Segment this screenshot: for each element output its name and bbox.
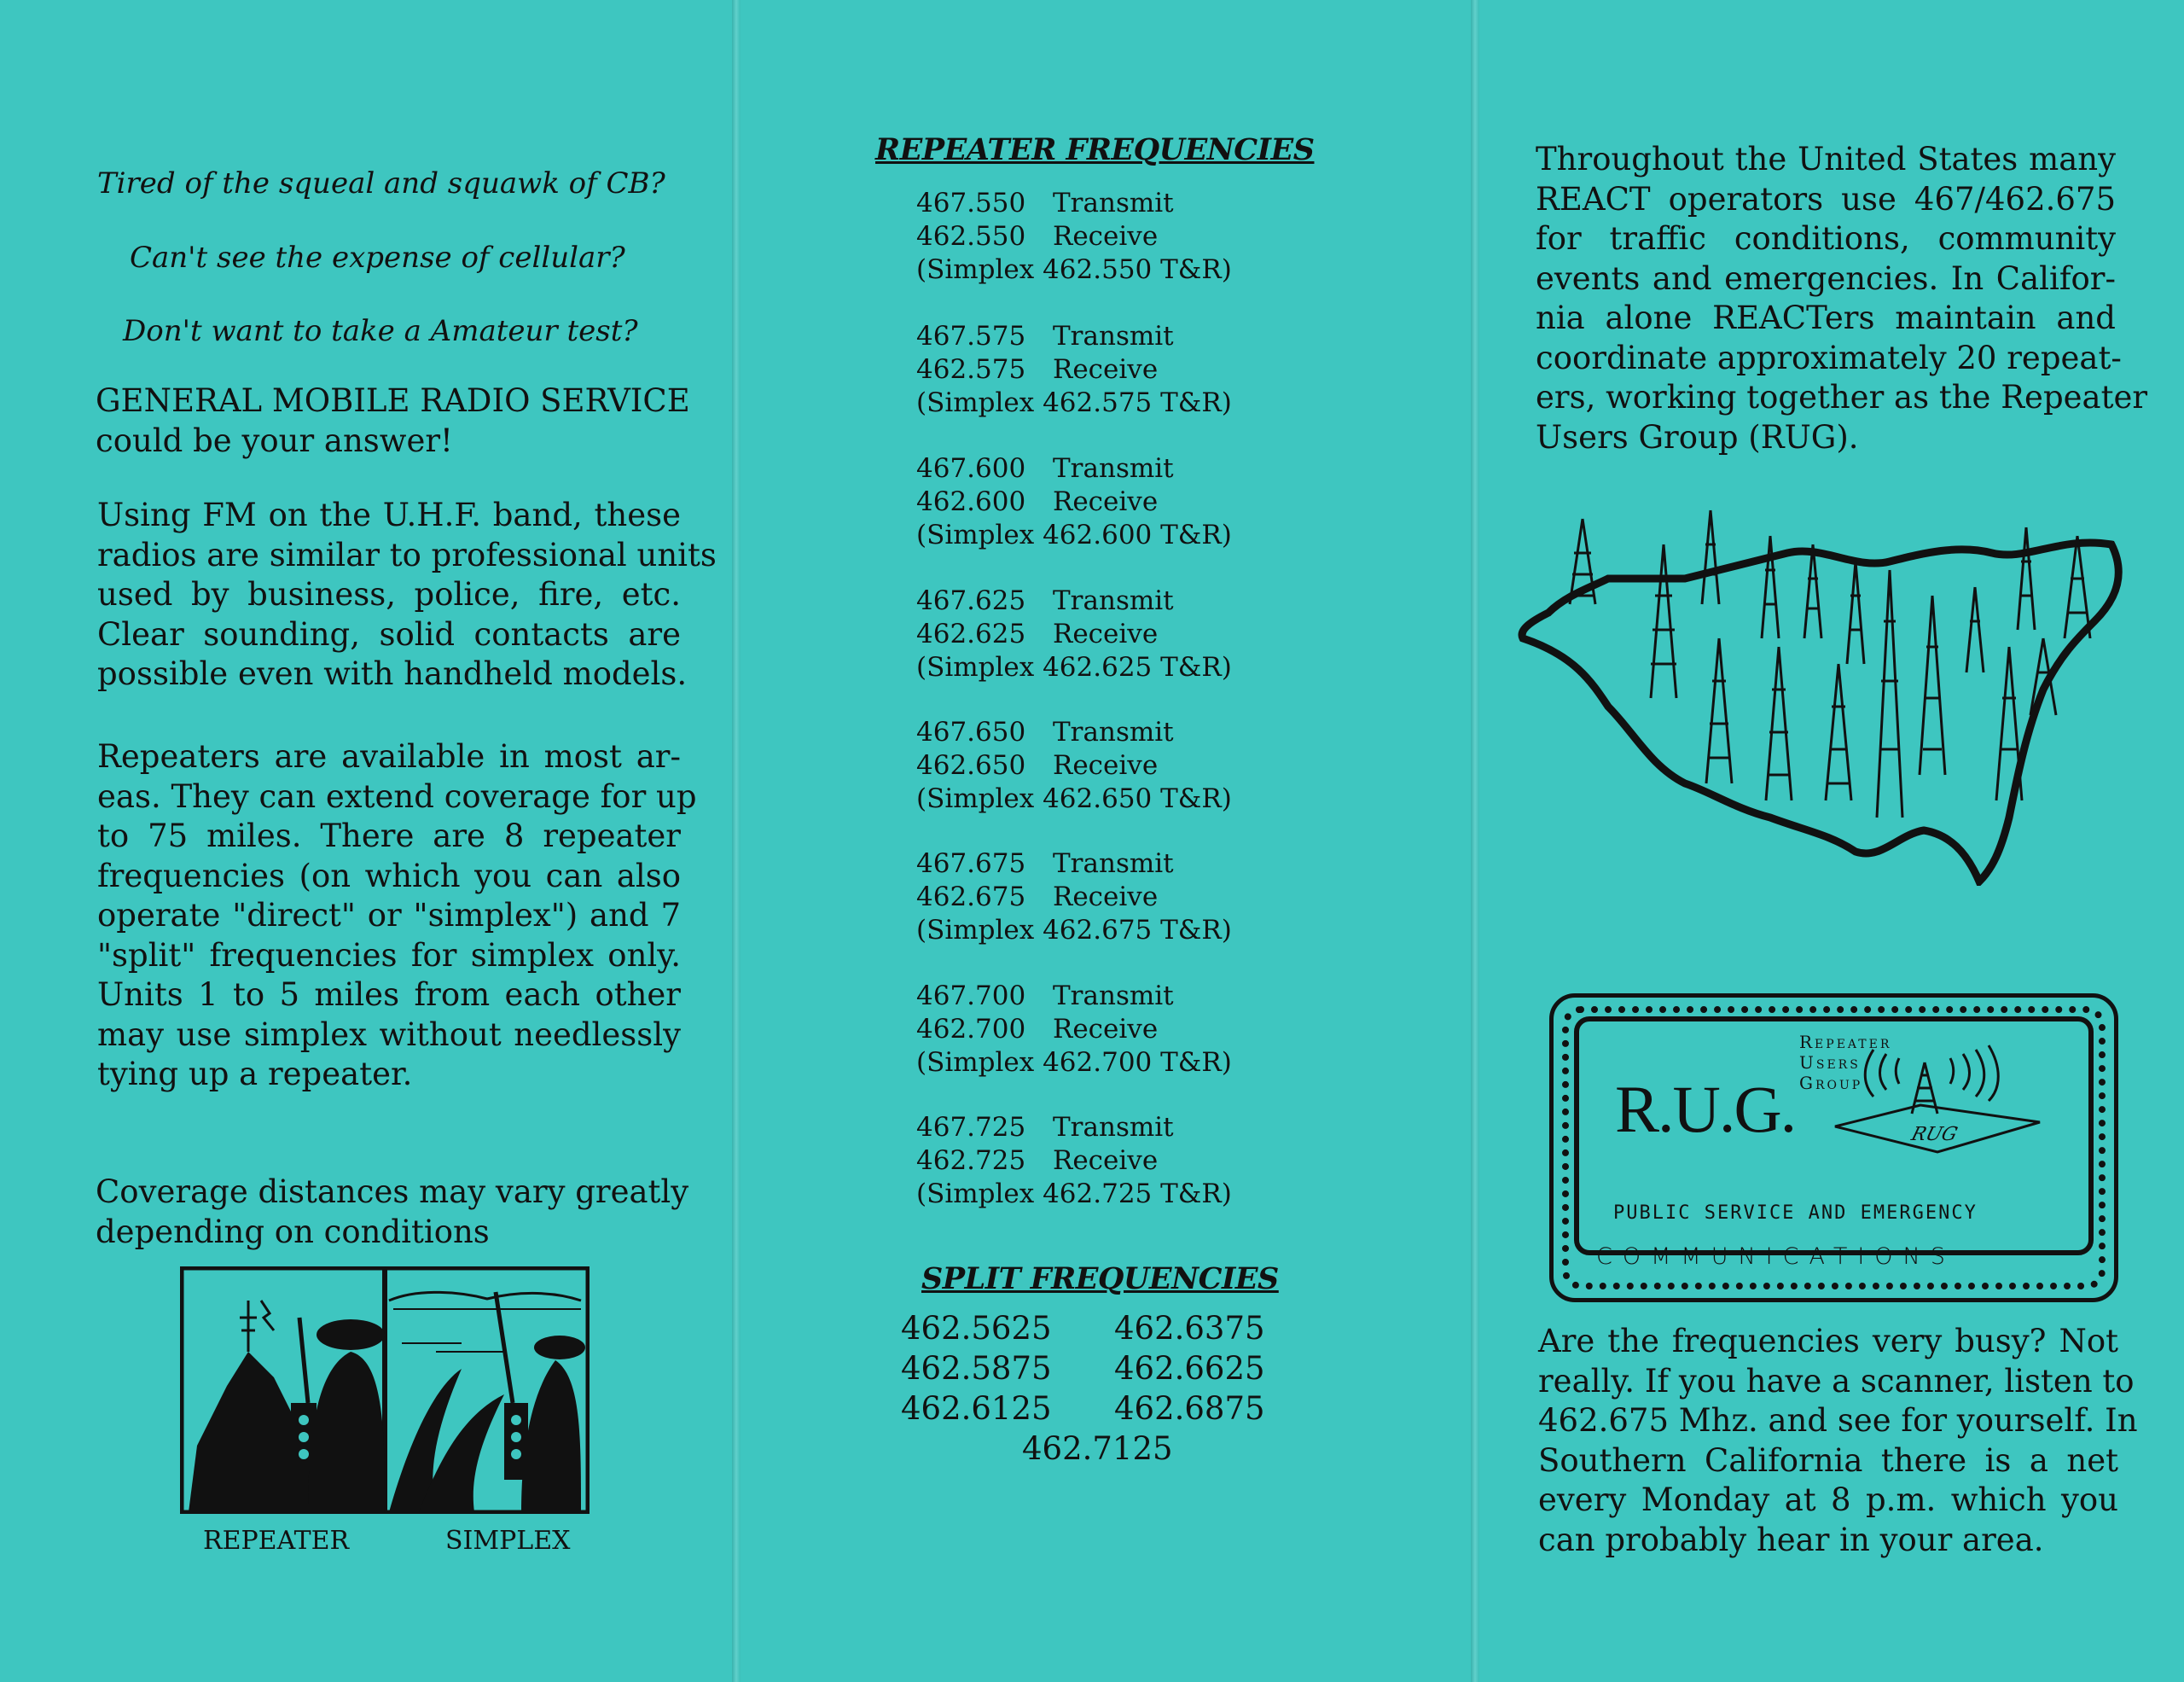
coverage-paragraph <box>96 1173 710 1252</box>
rx-label: Receive <box>1053 486 1159 517</box>
split-frequency: 462.6125 <box>901 1390 1052 1427</box>
split-frequency: 462.6375 <box>1114 1310 1265 1347</box>
paragraph-line: every Monday at 8 p.m. which you <box>1538 1481 2118 1518</box>
repeater-group-1 <box>916 187 1232 287</box>
split-frequency: 462.6625 <box>1114 1350 1265 1387</box>
simplex-line: (Simplex 462.625 T&R) <box>916 652 1232 683</box>
repeater-group-7 <box>916 980 1232 1080</box>
split-frequencies-title: SPLIT FREQUENCIES <box>921 1261 1279 1296</box>
tx-frequency: 467.600 <box>916 453 1026 484</box>
rx-label: Receive <box>1053 1145 1159 1176</box>
paragraph-line: events and emergencies. In Califor- <box>1536 259 2116 297</box>
question-cb: Tired of the squeal and squawk of CB? <box>97 166 665 201</box>
simplex-line: (Simplex 462.675 T&R) <box>916 915 1232 946</box>
caption-repeater: REPEATER <box>203 1526 350 1556</box>
rx-label: Receive <box>1053 354 1159 385</box>
repeater-group-4 <box>916 585 1232 684</box>
rug-logo-small-users: Users <box>1799 1052 1861 1073</box>
simplex-line: (Simplex 462.575 T&R) <box>916 387 1232 418</box>
paragraph-line: 462.675 Mhz. and see for yourself. In <box>1538 1402 2138 1439</box>
paragraph-line: used by business, police, fire, etc. <box>97 576 681 613</box>
tx-frequency: 467.575 <box>916 321 1026 352</box>
caption-simplex: SIMPLEX <box>445 1526 571 1556</box>
gmrs-heading <box>96 381 693 461</box>
tx-frequency: 467.725 <box>916 1112 1026 1143</box>
left-panel <box>0 0 734 1682</box>
repeater-group-6 <box>916 847 1232 947</box>
gmrs-line-2: could be your answer! <box>96 422 453 459</box>
paragraph-line: Repeaters are available in most ar- <box>97 738 681 775</box>
tx-label: Transmit <box>1053 585 1174 616</box>
paragraph-line: Are the frequencies very busy? Not <box>1538 1323 2118 1359</box>
rug-logo-communications: COMMUNICATIONS <box>1596 1243 1955 1270</box>
middle-panel <box>741 0 1474 1682</box>
simplex-line: (Simplex 462.725 T&R) <box>916 1179 1232 1209</box>
coverage-line-1: Coverage distances may vary greatly <box>96 1173 689 1210</box>
paragraph-line: Southern California there is a net <box>1538 1441 2118 1479</box>
paragraph-line: Units 1 to 5 miles from each other <box>97 976 681 1013</box>
paragraph-line: operate "direct" or "simplex") and 7 <box>97 897 681 934</box>
gmrs-line-1: GENERAL MOBILE RADIO SERVICE <box>96 382 690 419</box>
rx-label: Receive <box>1053 882 1159 912</box>
paragraph-line: frequencies (on which you can also <box>97 857 681 894</box>
question-cellular: Can't see the expense of cellular? <box>130 241 625 275</box>
rug-logo-big-text: R.U.G. <box>1615 1072 1796 1146</box>
paragraph-line: Users Group (RUG). <box>1536 418 1859 456</box>
tx-label: Transmit <box>1053 321 1174 352</box>
tx-label: Transmit <box>1053 188 1174 218</box>
tx-label: Transmit <box>1053 848 1174 879</box>
rug-logo <box>1549 993 2118 1302</box>
question-amateur: Don't want to take a Amateur test? <box>123 314 638 348</box>
paragraph-line: may use simplex without needlessly <box>97 1016 681 1053</box>
tx-label: Transmit <box>1053 1112 1174 1143</box>
repeater-paragraph <box>97 737 697 1095</box>
split-frequency: 462.5625 <box>901 1310 1052 1347</box>
simplex-line: (Simplex 462.550 T&R) <box>916 254 1232 285</box>
closing-paragraph <box>1538 1322 2138 1560</box>
rx-label: Receive <box>1053 619 1159 649</box>
paragraph-line: REACT operators use 467/462.675 <box>1536 180 2116 218</box>
rx-frequency: 462.675 <box>916 882 1026 912</box>
tx-label: Transmit <box>1053 981 1174 1011</box>
rx-label: Receive <box>1053 750 1159 781</box>
split-frequency-table <box>901 1308 1265 1469</box>
repeater-simplex-illustration <box>180 1266 590 1514</box>
right-panel <box>1478 0 2184 1682</box>
rx-frequency: 462.650 <box>916 750 1026 781</box>
rx-frequency: 462.625 <box>916 619 1026 649</box>
us-map-towers-illustration <box>1514 493 2129 886</box>
repeater-group-5 <box>916 716 1232 816</box>
paragraph-line: Clear sounding, solid contacts are <box>97 615 681 653</box>
tx-frequency: 467.675 <box>916 848 1026 879</box>
fm-paragraph <box>97 496 717 695</box>
paragraph-line: to 75 miles. There are 8 repeater <box>97 818 681 854</box>
repeater-group-8 <box>916 1111 1232 1211</box>
split-frequency: 462.6875 <box>1114 1390 1265 1427</box>
repeater-group-3 <box>916 452 1232 552</box>
tx-frequency: 467.550 <box>916 188 1026 218</box>
rx-label: Receive <box>1053 221 1159 252</box>
simplex-line: (Simplex 462.700 T&R) <box>916 1047 1232 1078</box>
tx-label: Transmit <box>1053 717 1174 748</box>
rx-frequency: 462.550 <box>916 221 1026 252</box>
tx-frequency: 467.650 <box>916 717 1026 748</box>
rug-logo-diamond-text: RUG <box>1908 1124 1960 1145</box>
split-frequency: 462.5875 <box>901 1350 1052 1387</box>
paragraph-line: Throughout the United States many <box>1536 141 2116 178</box>
rx-frequency: 462.700 <box>916 1014 1026 1045</box>
rx-label: Receive <box>1053 1014 1159 1045</box>
paragraph-line: really. If you have a scanner, listen to <box>1538 1362 2135 1400</box>
intro-paragraph <box>1536 140 2148 457</box>
paragraph-line: possible even with handheld models. <box>97 655 688 692</box>
repeater-group-2 <box>916 320 1232 420</box>
rug-logo-small-repeater: Repeater <box>1799 1032 1892 1052</box>
rx-frequency: 462.725 <box>916 1145 1026 1176</box>
paragraph-line: eas. They can extend coverage for up <box>97 777 697 815</box>
repeater-frequencies-title: REPEATER FREQUENCIES <box>875 132 1315 167</box>
rug-logo-tagline: PUBLIC SERVICE AND EMERGENCY <box>1613 1202 1978 1224</box>
paragraph-line: radios are similar to professional units <box>97 536 717 573</box>
paragraph-line: ers, working together as the Repeater <box>1536 379 2148 416</box>
rx-frequency: 462.600 <box>916 486 1026 517</box>
rug-logo-small-group: Group <box>1799 1073 1863 1093</box>
tx-frequency: 467.700 <box>916 981 1026 1011</box>
paragraph-line: for traffic conditions, community <box>1536 220 2116 257</box>
simplex-line: (Simplex 462.600 T&R) <box>916 520 1232 550</box>
tx-label: Transmit <box>1053 453 1174 484</box>
split-frequency: 462.7125 <box>1022 1430 1173 1467</box>
paragraph-line: "split" frequencies for simplex only. <box>97 936 681 974</box>
simplex-line: (Simplex 462.650 T&R) <box>916 783 1232 814</box>
paragraph-line: nia alone REACTers maintain and <box>1536 300 2116 336</box>
paragraph-line: coordinate approximately 20 repeat- <box>1536 339 2122 376</box>
paragraph-line: can probably hear in your area. <box>1538 1521 2044 1558</box>
tx-frequency: 467.625 <box>916 585 1026 616</box>
paragraph-line: tying up a repeater. <box>97 1056 413 1092</box>
paragraph-line: Using FM on the U.H.F. band, these <box>97 497 681 533</box>
rx-frequency: 462.575 <box>916 354 1026 385</box>
coverage-line-2: depending on conditions <box>96 1213 490 1250</box>
